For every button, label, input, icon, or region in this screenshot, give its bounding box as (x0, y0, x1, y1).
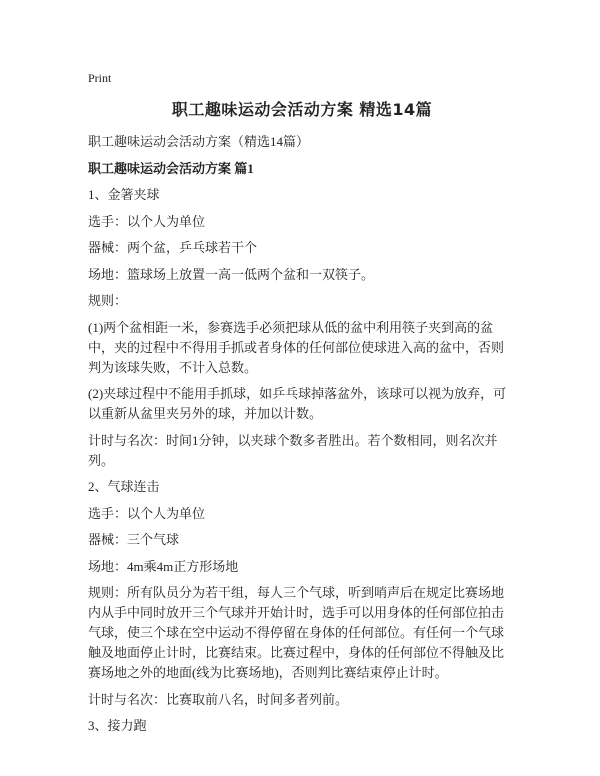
paragraph: (2)夹球过程中不能用手抓球，如乒乓球掉落盆外，该球可以视为放弃，可以重新从盆里夹另外的球，并加以计数。 (88, 386, 507, 421)
document-body (88, 132, 516, 736)
print-link[interactable]: Print (88, 71, 112, 85)
paragraph: 职工趣味运动会活动方案（精选14篇） (88, 134, 310, 149)
paragraph: 规则：所有队员分为若干组，每人三个气球，听到哨声后在规定比赛场地内从手中同时放开三个气球并开始计时，选手可以用身体的任何部位拍击气球，使三个球在空中运动不得停留在身体的任何部位。有任何一个气球触及地面停止计时，比赛结束。比赛过程中，身体的任何部位不得触及比赛场地之外的地面(线为比赛场地)，否则判比赛结束停止计时。 (88, 585, 505, 680)
paragraph: (1)两个盆相距一米，参赛选手必须把球从低的盆中利用筷子夹到高的盆中，夹的过程中不得用手抓或者身体的任何部位使球进入高的盆中，否则判为该球失败，不计入总数。 (88, 319, 505, 375)
paragraph: 场地：4m乘4m正方形场地 (88, 558, 239, 574)
paragraph: 选手：以个人为单位 (88, 213, 206, 229)
section-heading: 职工趣味运动会活动方案 篇1 (88, 160, 254, 176)
document-title: 职工趣味运动会活动方案 精选14篇 (171, 100, 433, 119)
paragraph: 1、金箸夹球 (88, 187, 160, 202)
paragraph: 选手：以个人为单位 (88, 505, 206, 521)
document-page (88, 70, 516, 743)
paragraph: 场地：篮球场上放置一高一低两个盆和一双筷子。 (88, 266, 375, 282)
paragraph: 2、气球连击 (88, 479, 160, 494)
paragraph: 规则： (88, 293, 128, 308)
paragraph: 计时与名次：时间1分钟，以夹球个数多者胜出。若个数相同，则名次并列。 (88, 432, 498, 468)
paragraph: 3、接力跑 (88, 718, 147, 733)
paragraph: 器械：三个气球 (88, 532, 180, 547)
paragraph: 计时与名次：比赛取前八名，时间多者列前。 (88, 691, 349, 707)
paragraph: 器械：两个盆，乒乓球若干个 (88, 240, 258, 255)
